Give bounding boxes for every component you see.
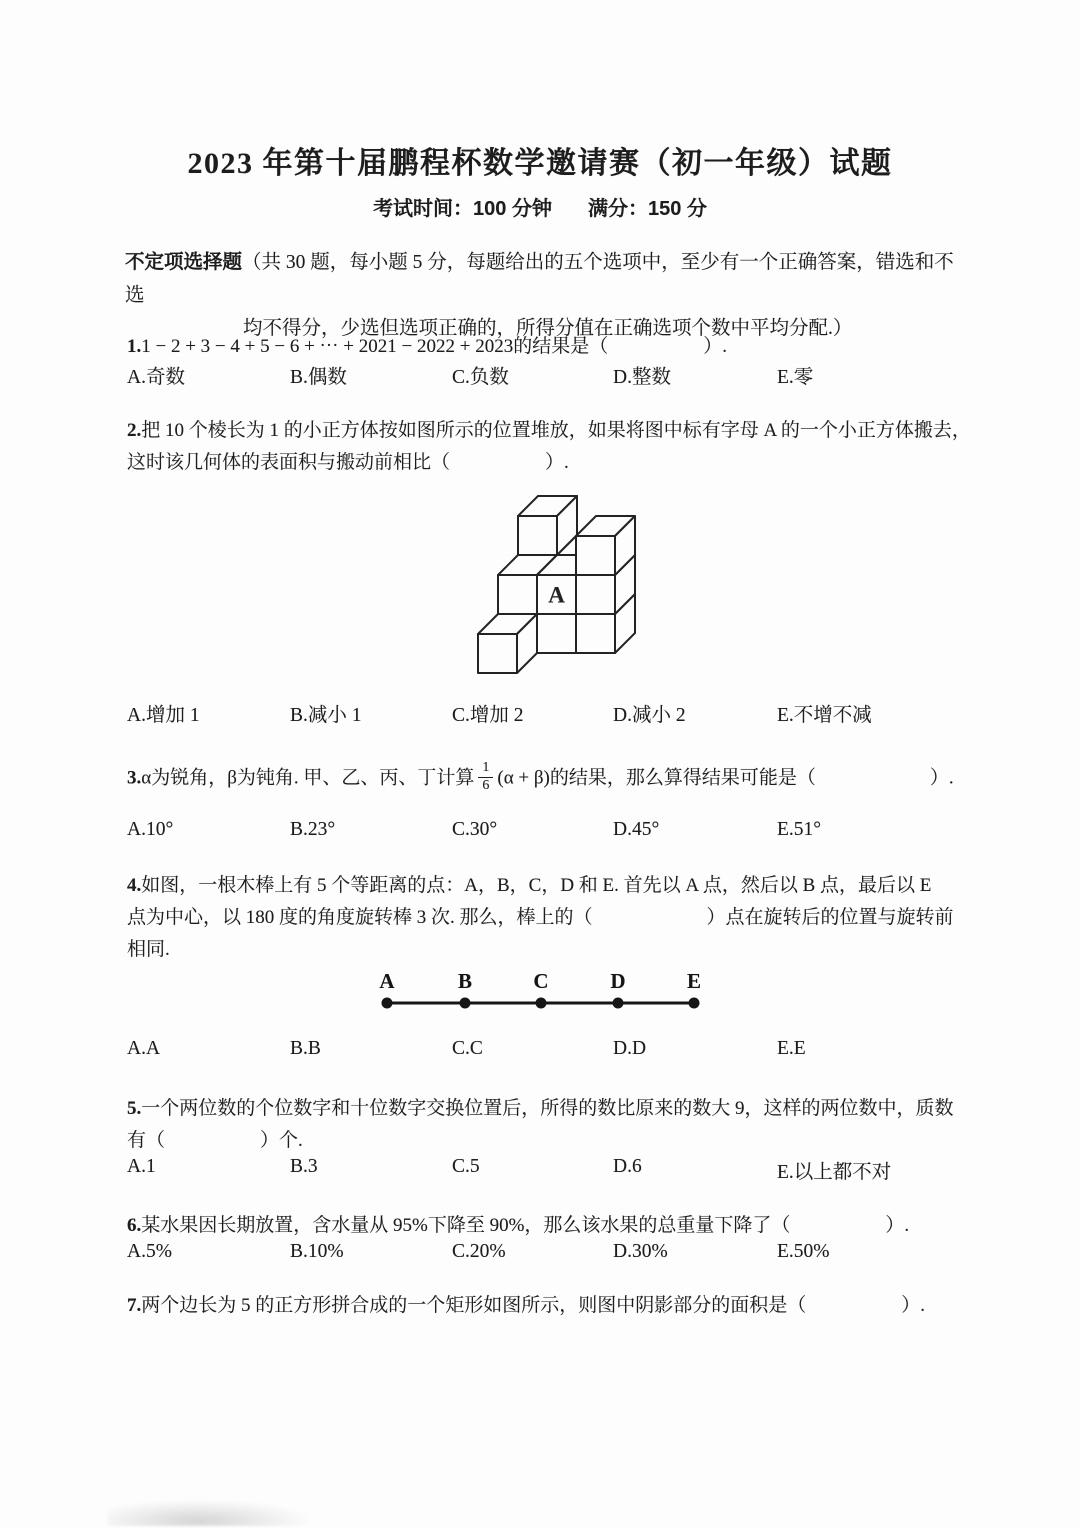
question-3-text: 3.α为锐角，β为钝角. 甲、乙、丙、丁计算 $\frac{1}{6}$ (α + β)的结果，那么算得结果可能是（ ）. [127, 760, 954, 793]
question-7-number: 7. [127, 1295, 142, 1316]
cube-front-face [576, 614, 615, 653]
question-5-text-line1: 5.一个两位数的个位数字和十位数字交换位置后，所得的数比原来的数大 9，这样的两位数中，质数 [127, 1098, 954, 1119]
question-2-number: 2. [127, 420, 142, 441]
question-4-options [127, 1038, 972, 1060]
rod-point-label: B [457, 969, 473, 993]
option-e: E.E [777, 1038, 806, 1059]
question-4-text-line3: 相同. [127, 939, 170, 960]
option-a: A.增加 1 [127, 705, 200, 726]
exam-meta [0, 192, 1080, 221]
option-c: C.20% [452, 1241, 506, 1262]
question-5-options [127, 1156, 972, 1184]
section-instructions [125, 246, 970, 345]
question-2-text-line2: 这时该几何体的表面积与搬动前相比（ ）. [127, 452, 569, 473]
question-3-number: 3. [127, 767, 142, 789]
option-c: C.增加 2 [452, 705, 524, 726]
rod-point-dot [536, 998, 547, 1009]
question-1-text: 1.1 − 2 + 3 − 4 + 5 − 6 + ⋯ + 2021 − 2022 + 2023的结果是（ ）. [127, 336, 727, 357]
option-d: D.30% [613, 1241, 668, 1262]
question-2-text-line1: 2.把 10 个棱长为 1 的小正方体按如图所示的位置堆放，如果将图中标有字母 A 的一个小正方体搬去， [127, 420, 971, 441]
option-d: D.D [613, 1038, 647, 1059]
option-c: C.C [452, 1038, 483, 1059]
cube-front-face [576, 536, 615, 575]
rod-points-figure [355, 952, 715, 1022]
rod-point-label: D [610, 969, 626, 993]
option-b: B.10% [290, 1241, 344, 1262]
question-6-options [127, 1241, 972, 1263]
option-e: E.51° [777, 819, 822, 840]
option-e: E.以上都不对 [777, 1162, 892, 1183]
option-d: D.整数 [613, 367, 671, 388]
option-e: E.零 [777, 367, 814, 388]
scan-artifact [108, 1500, 308, 1526]
question-4-number: 4. [127, 875, 142, 896]
exam-title: 2023 年第十届鹏程杯数学邀请赛（初一年级）试题 [187, 147, 893, 180]
exam-time: 考试时间：100 分钟 [373, 198, 552, 220]
question-3-options [127, 819, 972, 841]
option-b: B.偶数 [290, 367, 347, 388]
option-a: A.10° [127, 819, 174, 840]
rod-point-label: A [379, 969, 395, 993]
rod-point-dot [613, 998, 624, 1009]
option-b: B.减小 1 [290, 705, 362, 726]
question-4-text-line2: 点为中心，以 180 度的角度旋转棒 3 次. 那么，棒上的（ ）点在旋转后的位置与旋转前 [127, 907, 954, 928]
option-d: D.45° [613, 819, 660, 840]
option-c: C.负数 [452, 367, 509, 388]
option-b: B.3 [290, 1156, 318, 1177]
rod-point-dot [460, 998, 471, 1009]
fraction-one-sixth: $\frac{1}{6}$ [478, 761, 493, 793]
question-5-number: 5. [127, 1098, 142, 1119]
option-b: B.B [290, 1038, 321, 1059]
option-e: E.50% [777, 1241, 830, 1262]
cube-front-face [478, 634, 517, 673]
cube-front-face [576, 575, 615, 614]
section-note-line2: 均不得分，少选但选项正确的，所得分值在正确选项个数中平均分配.） [243, 318, 853, 339]
option-c: C.30° [452, 819, 498, 840]
question-1-number: 1. [127, 336, 142, 357]
section-note-line1: （共 30 题，每小题 5 分，每题给出的五个选项中，至少有一个正确答案，错选和不选 [125, 252, 954, 306]
rod-point-dot [382, 998, 393, 1009]
rod-point-dot [689, 998, 700, 1009]
option-c: C.5 [452, 1156, 480, 1177]
question-1-options [127, 361, 972, 389]
question-6-text: 6.某水果因长期放置，含水量从 95%下降至 90%，那么该水果的总重量下降了（ ）. [127, 1215, 910, 1236]
question-2-options [127, 699, 972, 727]
option-d: D.6 [613, 1156, 642, 1177]
cube-front-face [537, 614, 576, 653]
option-a: A.1 [127, 1156, 156, 1177]
rod-point-label: C [533, 969, 549, 993]
cube-front-face [498, 575, 537, 614]
option-a: A.5% [127, 1241, 172, 1262]
rod-point-label: E [686, 969, 702, 993]
option-a: A.A [127, 1038, 161, 1059]
section-heading: 不定项选择题 [125, 251, 243, 273]
question-5-text-line2: 有（ ）个. [127, 1130, 303, 1151]
question-7-text: 7.两个边长为 5 的正方形拼合成的一个矩形如图所示，则图中阴影部分的面积是（ ）. [127, 1295, 926, 1316]
question-4-text-line1: 4.如图，一根木棒上有 5 个等距离的点：A，B，C，D 和 E. 首先以 A 点，然后以 B 点，最后以 E [127, 875, 932, 896]
option-b: B.23° [290, 819, 336, 840]
cube-label-a: A [548, 582, 565, 608]
cube-stack-figure [455, 480, 665, 692]
exam-full-score: 满分：150 分 [588, 198, 707, 220]
question-6-number: 6. [127, 1215, 142, 1236]
option-a: A.奇数 [127, 367, 185, 388]
cube-front-face [518, 516, 557, 555]
option-e: E.不增不减 [777, 705, 872, 726]
option-d: D.减小 2 [613, 705, 686, 726]
